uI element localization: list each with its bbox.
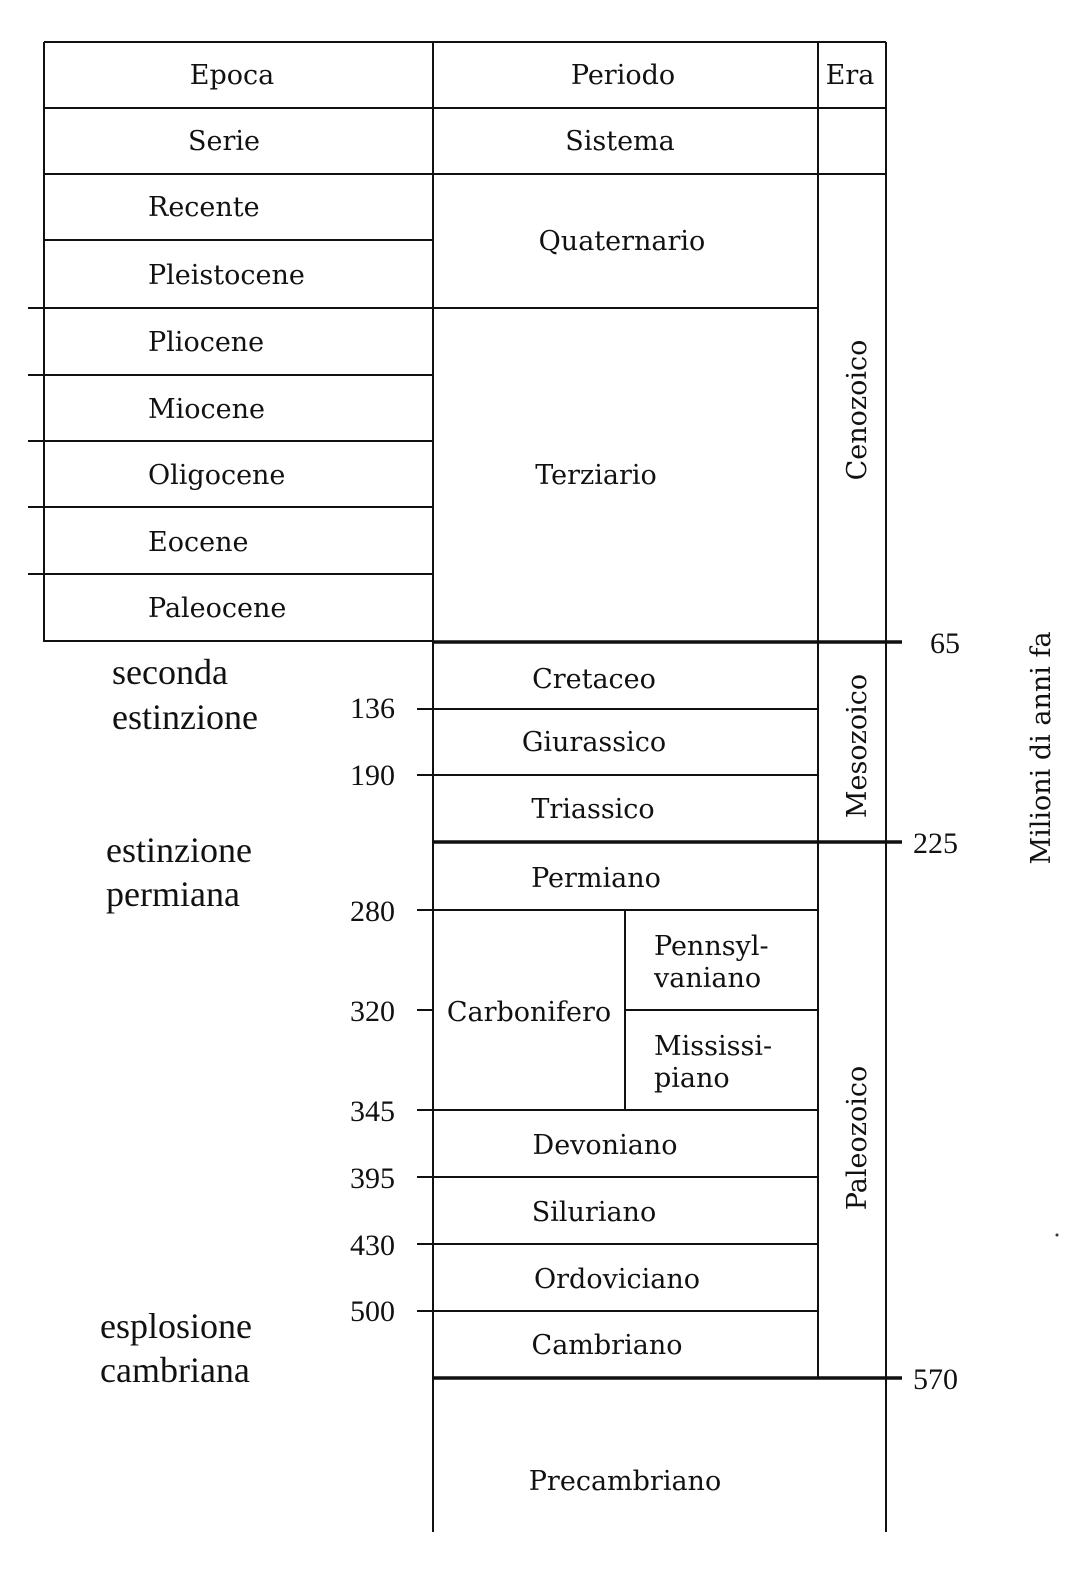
period-ordoviciano: Ordoviciano [534,1264,700,1295]
period-precambriano: Precambriano [528,1466,722,1497]
epoch-oligocene: Oligocene [148,460,286,491]
age-345: 345 [350,1095,395,1128]
age-395: 395 [350,1162,395,1195]
era-paleozoico: Paleozoico [842,1065,873,1211]
event-esplosione-cambriana-line1: esplosione [100,1306,252,1346]
age-320: 320 [350,995,395,1028]
period-triassico: Triassico [531,794,655,825]
era-mesozoico: Mesozoico [842,673,873,819]
period-terziario: Terziario [535,460,657,491]
epoch-miocene: Miocene [148,394,266,425]
period-cambriano: Cambriano [531,1330,683,1361]
header-serie: Serie [188,126,260,157]
age-280: 280 [350,895,395,928]
age-136: 136 [350,692,395,725]
epoch-recente: Recente [148,192,260,223]
period-permiano: Permiano [531,863,661,894]
era-cenozoico: Cenozoico [842,339,873,481]
period-mississippiano-line2: piano [654,1063,730,1094]
epoch-paleocene: Paleocene [148,593,287,624]
header-sistema: Sistema [565,126,675,157]
period-pennsylvaniano-line1: Pennsyl- [654,931,769,962]
epoch-pliocene: Pliocene [148,327,265,358]
stray-dot [1056,1234,1059,1237]
age-430: 430 [350,1229,395,1262]
period-mississippiano-line1: Mississi- [654,1031,773,1062]
period-siluriano: Siluriano [531,1197,657,1228]
age-65: 65 [930,627,960,660]
period-carbonifero: Carbonifero [446,997,612,1028]
header-periodo: Periodo [570,60,676,91]
event-estinzione-permiana-line1: estinzione [106,830,252,870]
epoch-pleistocene: Pleistocene [148,260,305,291]
period-quaternario: Quaternario [538,226,706,257]
age-500: 500 [350,1295,395,1328]
period-giurassico: Giurassico [521,727,667,758]
period-pennsylvaniano-line2: vaniano [654,963,762,994]
epoch-eocene: Eocene [148,527,249,558]
event-esplosione-cambriana-line2: cambriana [100,1350,250,1390]
event-seconda-estinzione-line2: estinzione [112,697,258,737]
age-225: 225 [913,827,958,860]
age-570: 570 [913,1363,958,1396]
age-190: 190 [350,759,395,792]
event-seconda-estinzione-line1: seconda [112,652,228,692]
header-epoca: Epoca [189,60,275,91]
event-estinzione-permiana-line2: permiana [106,874,240,914]
period-cretaceo: Cretaceo [532,664,656,695]
period-devoniano: Devoniano [532,1130,678,1161]
axis-label-milioni-di-anni-fa: Milioni di anni fa [1026,631,1057,865]
header-era: Era [825,60,875,91]
